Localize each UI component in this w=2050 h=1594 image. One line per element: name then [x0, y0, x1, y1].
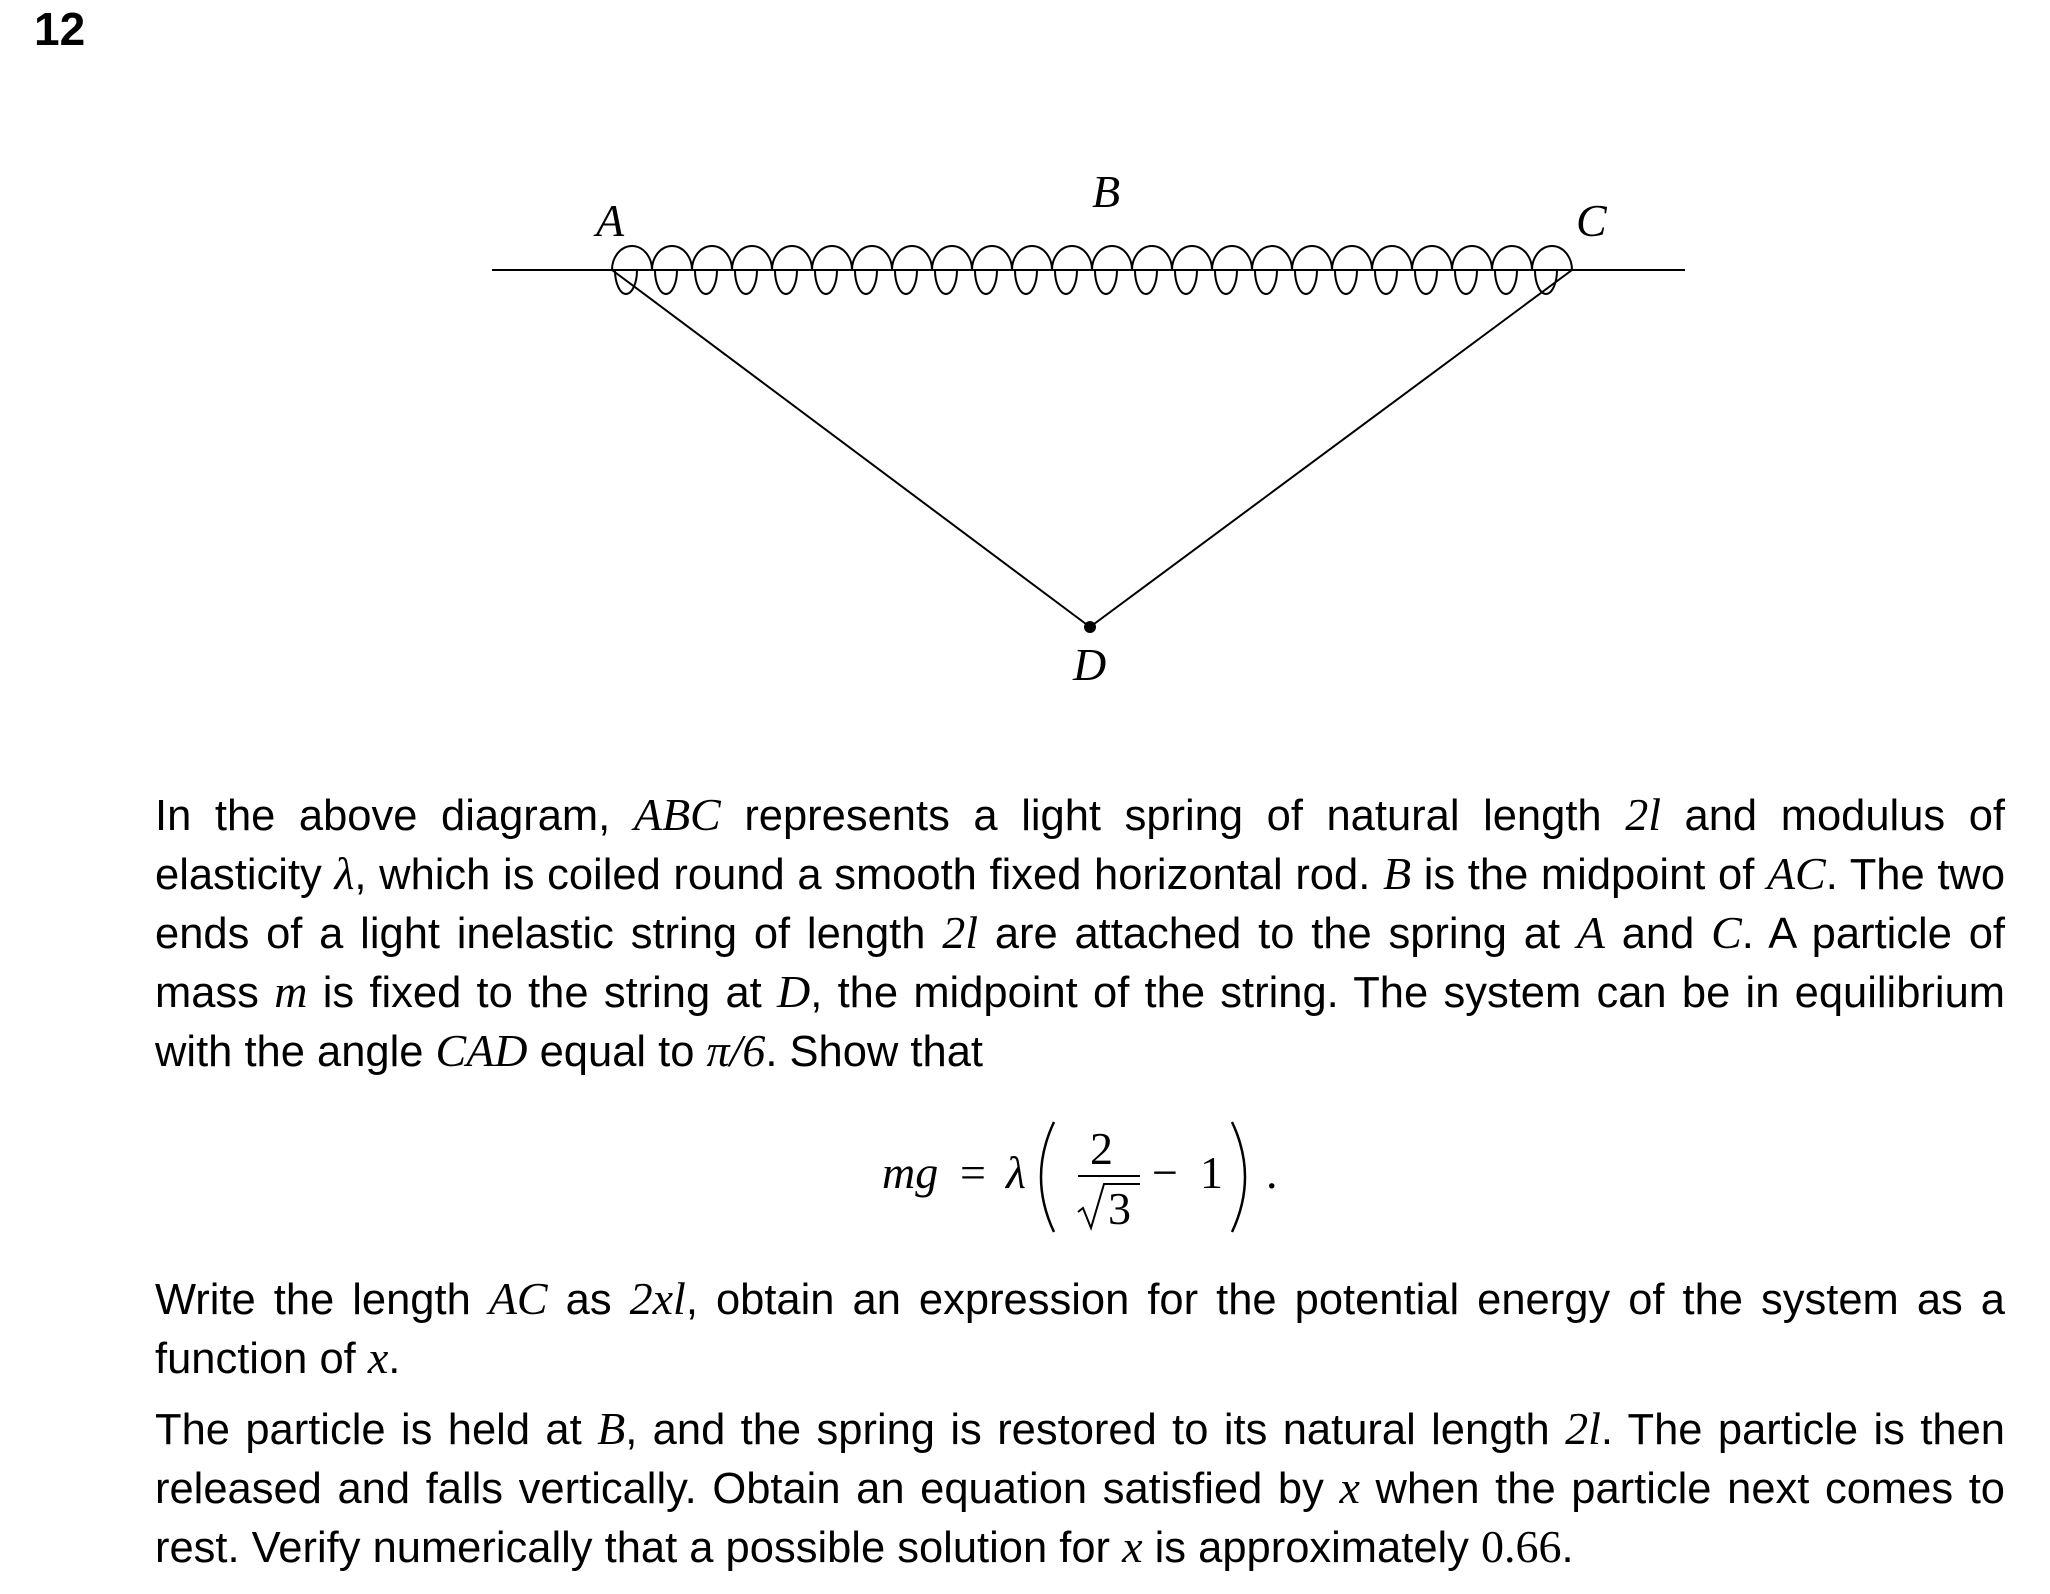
math: C	[1711, 907, 1742, 958]
text: equal to	[527, 1028, 707, 1076]
text: Write the length	[155, 1276, 489, 1324]
text: The particle is held at	[155, 1406, 598, 1454]
text: and modulus of elasticity	[155, 792, 2005, 899]
label-d: D	[1073, 639, 1107, 690]
label-c: C	[1576, 195, 1607, 246]
text: as	[547, 1276, 630, 1324]
question-number: 12	[34, 3, 86, 55]
math: x	[367, 1332, 389, 1383]
equation-one: 1	[1200, 1147, 1223, 1198]
math: 2xl	[629, 1273, 686, 1324]
equation-equals: =	[960, 1147, 986, 1198]
text: and	[1604, 910, 1712, 958]
math: x	[1122, 1521, 1143, 1572]
text: In the above diagram,	[155, 792, 634, 840]
math: 2l	[942, 907, 979, 958]
text: . Show that	[765, 1028, 983, 1076]
text: , which is coiled round a smooth fixed horizontal rod.	[354, 851, 1383, 899]
text: is approximately	[1142, 1524, 1482, 1572]
string-segment-ad	[612, 270, 1090, 627]
math: B	[1382, 848, 1412, 899]
text: . A particle of mass	[155, 910, 2005, 1017]
paragraph-1	[155, 786, 2005, 1081]
math: CAD	[435, 1025, 528, 1076]
label-b: B	[1092, 166, 1121, 217]
math: λ	[334, 848, 355, 899]
text: , and the spring is restored to its natural length	[625, 1406, 1566, 1454]
math: π/6	[706, 1025, 766, 1076]
equation-period: .	[1266, 1147, 1278, 1198]
spring-string-diagram	[0, 0, 2050, 720]
math: A	[1576, 907, 1605, 958]
math: D	[777, 966, 811, 1017]
string-segment-dc	[1090, 270, 1572, 627]
equation-minus: −	[1152, 1147, 1178, 1198]
text: .	[1561, 1524, 1574, 1572]
display-equation	[870, 1110, 1310, 1260]
right-paren	[1232, 1122, 1245, 1232]
equation-lhs: mg	[882, 1147, 939, 1198]
math: AC	[488, 1273, 548, 1324]
math: ABC	[633, 789, 721, 840]
equation-lambda: λ	[1006, 1147, 1026, 1198]
text: is the midpoint of	[1411, 851, 1767, 899]
particle-d	[1084, 621, 1096, 633]
text: when the particle next comes to rest. Verify numerically that a possible solution for	[155, 1465, 2006, 1572]
math: x	[1339, 1462, 1360, 1513]
paragraph-2	[155, 1270, 2005, 1388]
left-paren	[1041, 1122, 1054, 1232]
text: are attached to the spring at	[978, 910, 1577, 958]
equation-denominator: 3	[1108, 1183, 1131, 1234]
math: 2l	[1625, 789, 1661, 840]
text: , the midpoint of the string. The system can be in equilibrium with the angle	[155, 969, 2005, 1076]
math: 2l	[1565, 1403, 1601, 1454]
math: m	[274, 966, 308, 1017]
math: B	[597, 1403, 626, 1454]
equation-numerator: 2	[1090, 1123, 1113, 1174]
math: AC	[1766, 848, 1826, 899]
text: represents a light spring of natural length	[720, 792, 1626, 840]
math: 0.66	[1481, 1521, 1562, 1572]
text: . The particle is then released and falls vertically. Obtain an equation satisfied by	[155, 1406, 2005, 1513]
text: .	[388, 1335, 401, 1383]
label-a: A	[596, 195, 625, 246]
text: is fixed to the string at	[307, 969, 777, 1017]
text: , obtain an expression for the potential energy of the system as a function of	[155, 1276, 2005, 1383]
text: . The two ends of a light inelastic string of length	[155, 851, 2006, 958]
paragraph-3	[155, 1400, 2005, 1577]
